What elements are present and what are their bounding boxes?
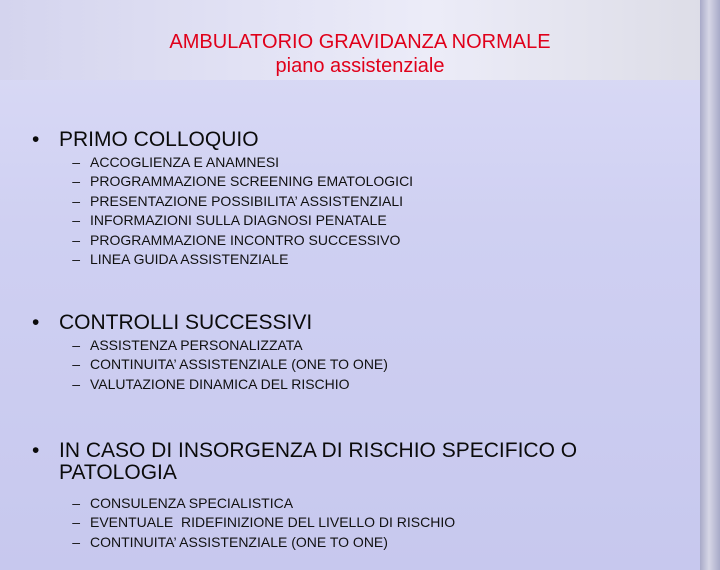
sub-list xyxy=(32,153,692,269)
dash: – xyxy=(72,192,80,209)
item-text: LINEA GUIDA ASSISTENZIALE xyxy=(90,251,289,268)
section-heading xyxy=(32,129,692,151)
item-text: VALUTAZIONE DINAMICA DEL RISCHIO xyxy=(90,375,350,392)
sub-list xyxy=(32,336,692,394)
list-item xyxy=(32,494,692,513)
section-primo-colloquio xyxy=(32,129,692,269)
item-text: PROGRAMMAZIONE INCONTRO SUCCESSIVO xyxy=(90,231,401,248)
list-item xyxy=(32,250,692,269)
dash: – xyxy=(72,231,80,248)
item-text: ASSISTENZA PERSONALIZZATA xyxy=(90,337,303,353)
heading-text: CONTROLLI SUCCESSIVI xyxy=(59,311,313,334)
section-heading xyxy=(32,440,692,484)
list-item xyxy=(32,231,692,250)
sub-list xyxy=(32,494,692,552)
item-text: CONTINUITA’ ASSISTENZIALE (ONE TO ONE) xyxy=(90,356,388,373)
item-text: PRESENTAZIONE POSSIBILITA’ ASSISTENZIALI xyxy=(90,192,404,209)
section-heading xyxy=(32,312,692,334)
right-decorative-bar xyxy=(700,0,720,570)
dash: – xyxy=(72,154,80,170)
item-text: INFORMAZIONI SULLA DIAGNOSI PENATALE xyxy=(90,212,387,229)
item-text: CONTINUITA’ ASSISTENZIALE (ONE TO ONE) xyxy=(90,533,388,550)
list-item xyxy=(32,533,692,552)
item-text: ACCOGLIENZA E ANAMNESI xyxy=(90,154,280,170)
dash: – xyxy=(72,495,80,511)
dash: – xyxy=(72,356,80,373)
item-text: EVENTUALE RIDEFINIZIONE DEL LIVELLO DI RISCHIO xyxy=(90,514,456,531)
bullet: • xyxy=(32,311,40,334)
item-text: PROGRAMMAZIONE SCREENING EMATOLOGICI xyxy=(90,173,414,190)
section-controlli-successivi xyxy=(32,312,692,394)
heading-text: PRIMO COLLOQUIO xyxy=(59,128,259,151)
bullet: • xyxy=(32,128,40,151)
list-item xyxy=(32,211,692,230)
title-line-1: AMBULATORIO GRAVIDANZA NORMALE xyxy=(169,31,551,53)
title-line-2: piano assistenziale xyxy=(275,55,445,77)
list-item xyxy=(32,192,692,211)
section-rischio-specifico xyxy=(32,440,692,552)
slide-title xyxy=(0,30,720,78)
list-item xyxy=(32,336,692,355)
dash: – xyxy=(72,337,80,353)
dash: – xyxy=(72,173,80,190)
list-item xyxy=(32,355,692,374)
dash: – xyxy=(72,251,80,268)
dash: – xyxy=(72,514,80,531)
dash: – xyxy=(72,212,80,229)
item-text: CONSULENZA SPECIALISTICA xyxy=(90,495,294,511)
list-item xyxy=(32,375,692,394)
dash: – xyxy=(72,375,80,392)
list-item xyxy=(32,153,692,172)
list-item xyxy=(32,172,692,191)
list-item xyxy=(32,513,692,532)
heading-text: IN CASO DI INSORGENZA DI RISCHIO SPECIFICO O PATOLOGIA xyxy=(59,439,578,484)
dash: – xyxy=(72,533,80,550)
bullet: • xyxy=(32,439,40,462)
